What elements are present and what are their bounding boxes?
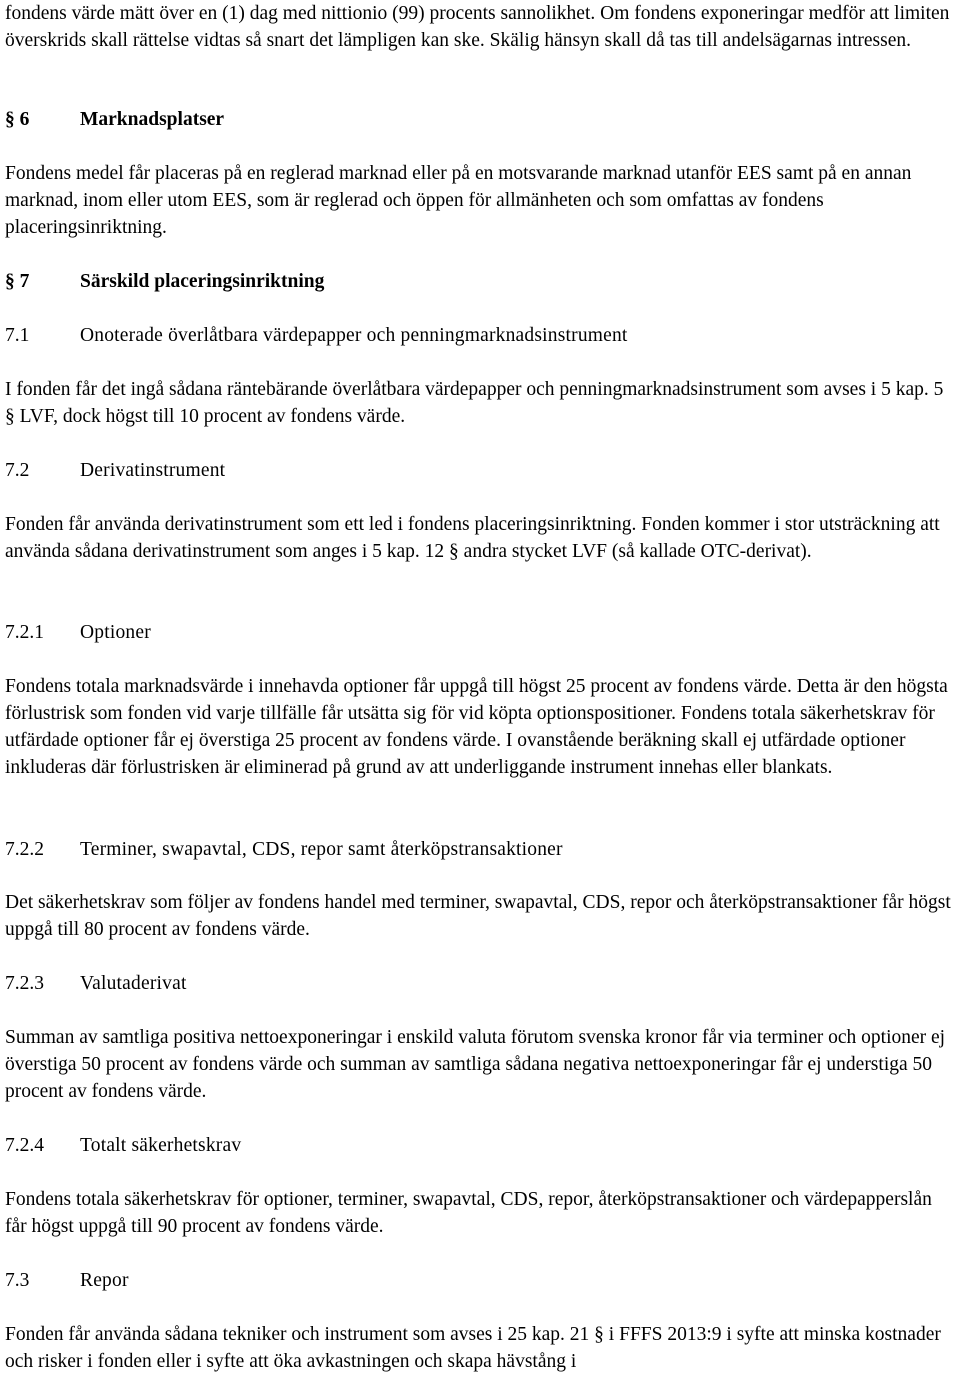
section-7-2-4-paragraph: Fondens totala säkerhetskrav för optioner, terminer, swapavtal, CDS, repor, återköpstransaktioner och värdepapperslån får högst uppgå till 90 procent av fondens värde. (5, 1189, 932, 1237)
section-7-2-3-number: 7.2.3 (5, 973, 44, 994)
section-7-2-2-paragraph: Det säkerhetskrav som följer av fondens handel med terminer, swapavtal, CDS, repor och återköpstransaktioner får högst uppgå till 80 procent av fondens värde. (5, 892, 951, 940)
section-7-number: § 7 (5, 271, 30, 292)
section-7-1-paragraph: I fonden får det ingå sådana räntebärande överlåtbara värdepapper och penningmarknadsinstrument som avses i 5 kap. 5 § LVF, dock högst till 10 procent av fondens värde. (5, 379, 944, 427)
section-7-2-2-title: Terminer, swapavtal, CDS, repor samt återköpstransaktioner (80, 839, 563, 860)
section-7-3-title: Repor (80, 1270, 129, 1291)
section-7-2-3-paragraph: Summan av samtliga positiva nettoexponeringar i enskild valuta förutom svenska kronor får via terminer och optioner ej överstiga 50 procent av fondens värde och summan av samtliga sådana negativa nettoexponeringar får ej understiga 50 procent av fondens värde. (5, 1027, 946, 1102)
intro-paragraph: fondens värde mätt över en (1) dag med nittionio (99) procents sannolikhet. Om fondens exponeringar medför att limiten överskrids skall rättelse vidtas så snart det lämpligen kan ske. Skälig hänsyn skall då tas till andelsägarnas intressen. (5, 3, 950, 51)
section-6-paragraph: Fondens medel får placeras på en reglerad marknad eller på en motsvarande marknad utanför EES samt på en annan marknad, inom eller utom EES, som är reglerad och öppen för allmänheten och som omfattas av fondens placeringsinriktning. (5, 163, 912, 238)
section-7-2-1-title: Optioner (80, 622, 151, 643)
section-7-1-title: Onoterade överlåtbara värdepapper och penningmarknadsinstrument (80, 325, 628, 346)
section-7-2-2-heading (5, 836, 563, 863)
section-7-2-1-heading (5, 619, 151, 646)
section-6-heading (5, 106, 225, 133)
section-7-2-paragraph: Fonden får använda derivatinstrument som ett led i fondens placeringsinriktning. Fonden kommer i stor utsträckning att använda sådana derivatinstrument som anges i 5 kap. 12 § andra stycket LVF (så kallade OTC-derivat). (5, 514, 940, 562)
section-7-2-number: 7.2 (5, 460, 30, 481)
section-7-2-4-title: Totalt säkerhetskrav (80, 1135, 242, 1156)
section-6-number: § 6 (5, 109, 30, 130)
section-6-title: Marknadsplatser (80, 109, 225, 130)
section-7-2-2-number: 7.2.2 (5, 839, 44, 860)
section-7-2-3-heading (5, 970, 187, 997)
section-7-3-paragraph: Fonden får använda sådana tekniker och instrument som avses i 25 kap. 21 § i FFFS 2013:9 i syfte att minska kostnader och risker i fonden eller i syfte att öka avkastningen och skapa hävstång i (5, 1324, 941, 1372)
section-7-1-heading (5, 322, 628, 349)
section-7-2-title: Derivatinstrument (80, 460, 226, 481)
section-7-3-heading (5, 1267, 129, 1294)
section-7-title: Särskild placeringsinriktning (80, 271, 325, 292)
section-7-2-1-number: 7.2.1 (5, 622, 44, 643)
section-7-2-4-heading (5, 1132, 242, 1159)
section-7-1-number: 7.1 (5, 325, 30, 346)
section-7-2-4-number: 7.2.4 (5, 1135, 44, 1156)
section-7-3-number: 7.3 (5, 1270, 30, 1291)
section-7-2-heading (5, 457, 226, 484)
section-7-2-3-title: Valutaderivat (80, 973, 187, 994)
section-7-2-1-paragraph: Fondens totala marknadsvärde i innehavda optioner får uppgå till högst 25 procent av fondens värde. Detta är den högsta förlustrisk som fonden vid varje tillfälle får utsätta sig för vid köpta optionspositioner. Fondens totala säkerhetskrav för utfärdade optioner får ej överstiga 25 procent av fondens värde. I ovanstående beräkning skall ej utfärdade optioner inkluderas där förlustrisken är eliminerad på grund av att underliggande instrument innehas eller blankats. (5, 676, 948, 778)
section-7-heading (5, 268, 325, 295)
